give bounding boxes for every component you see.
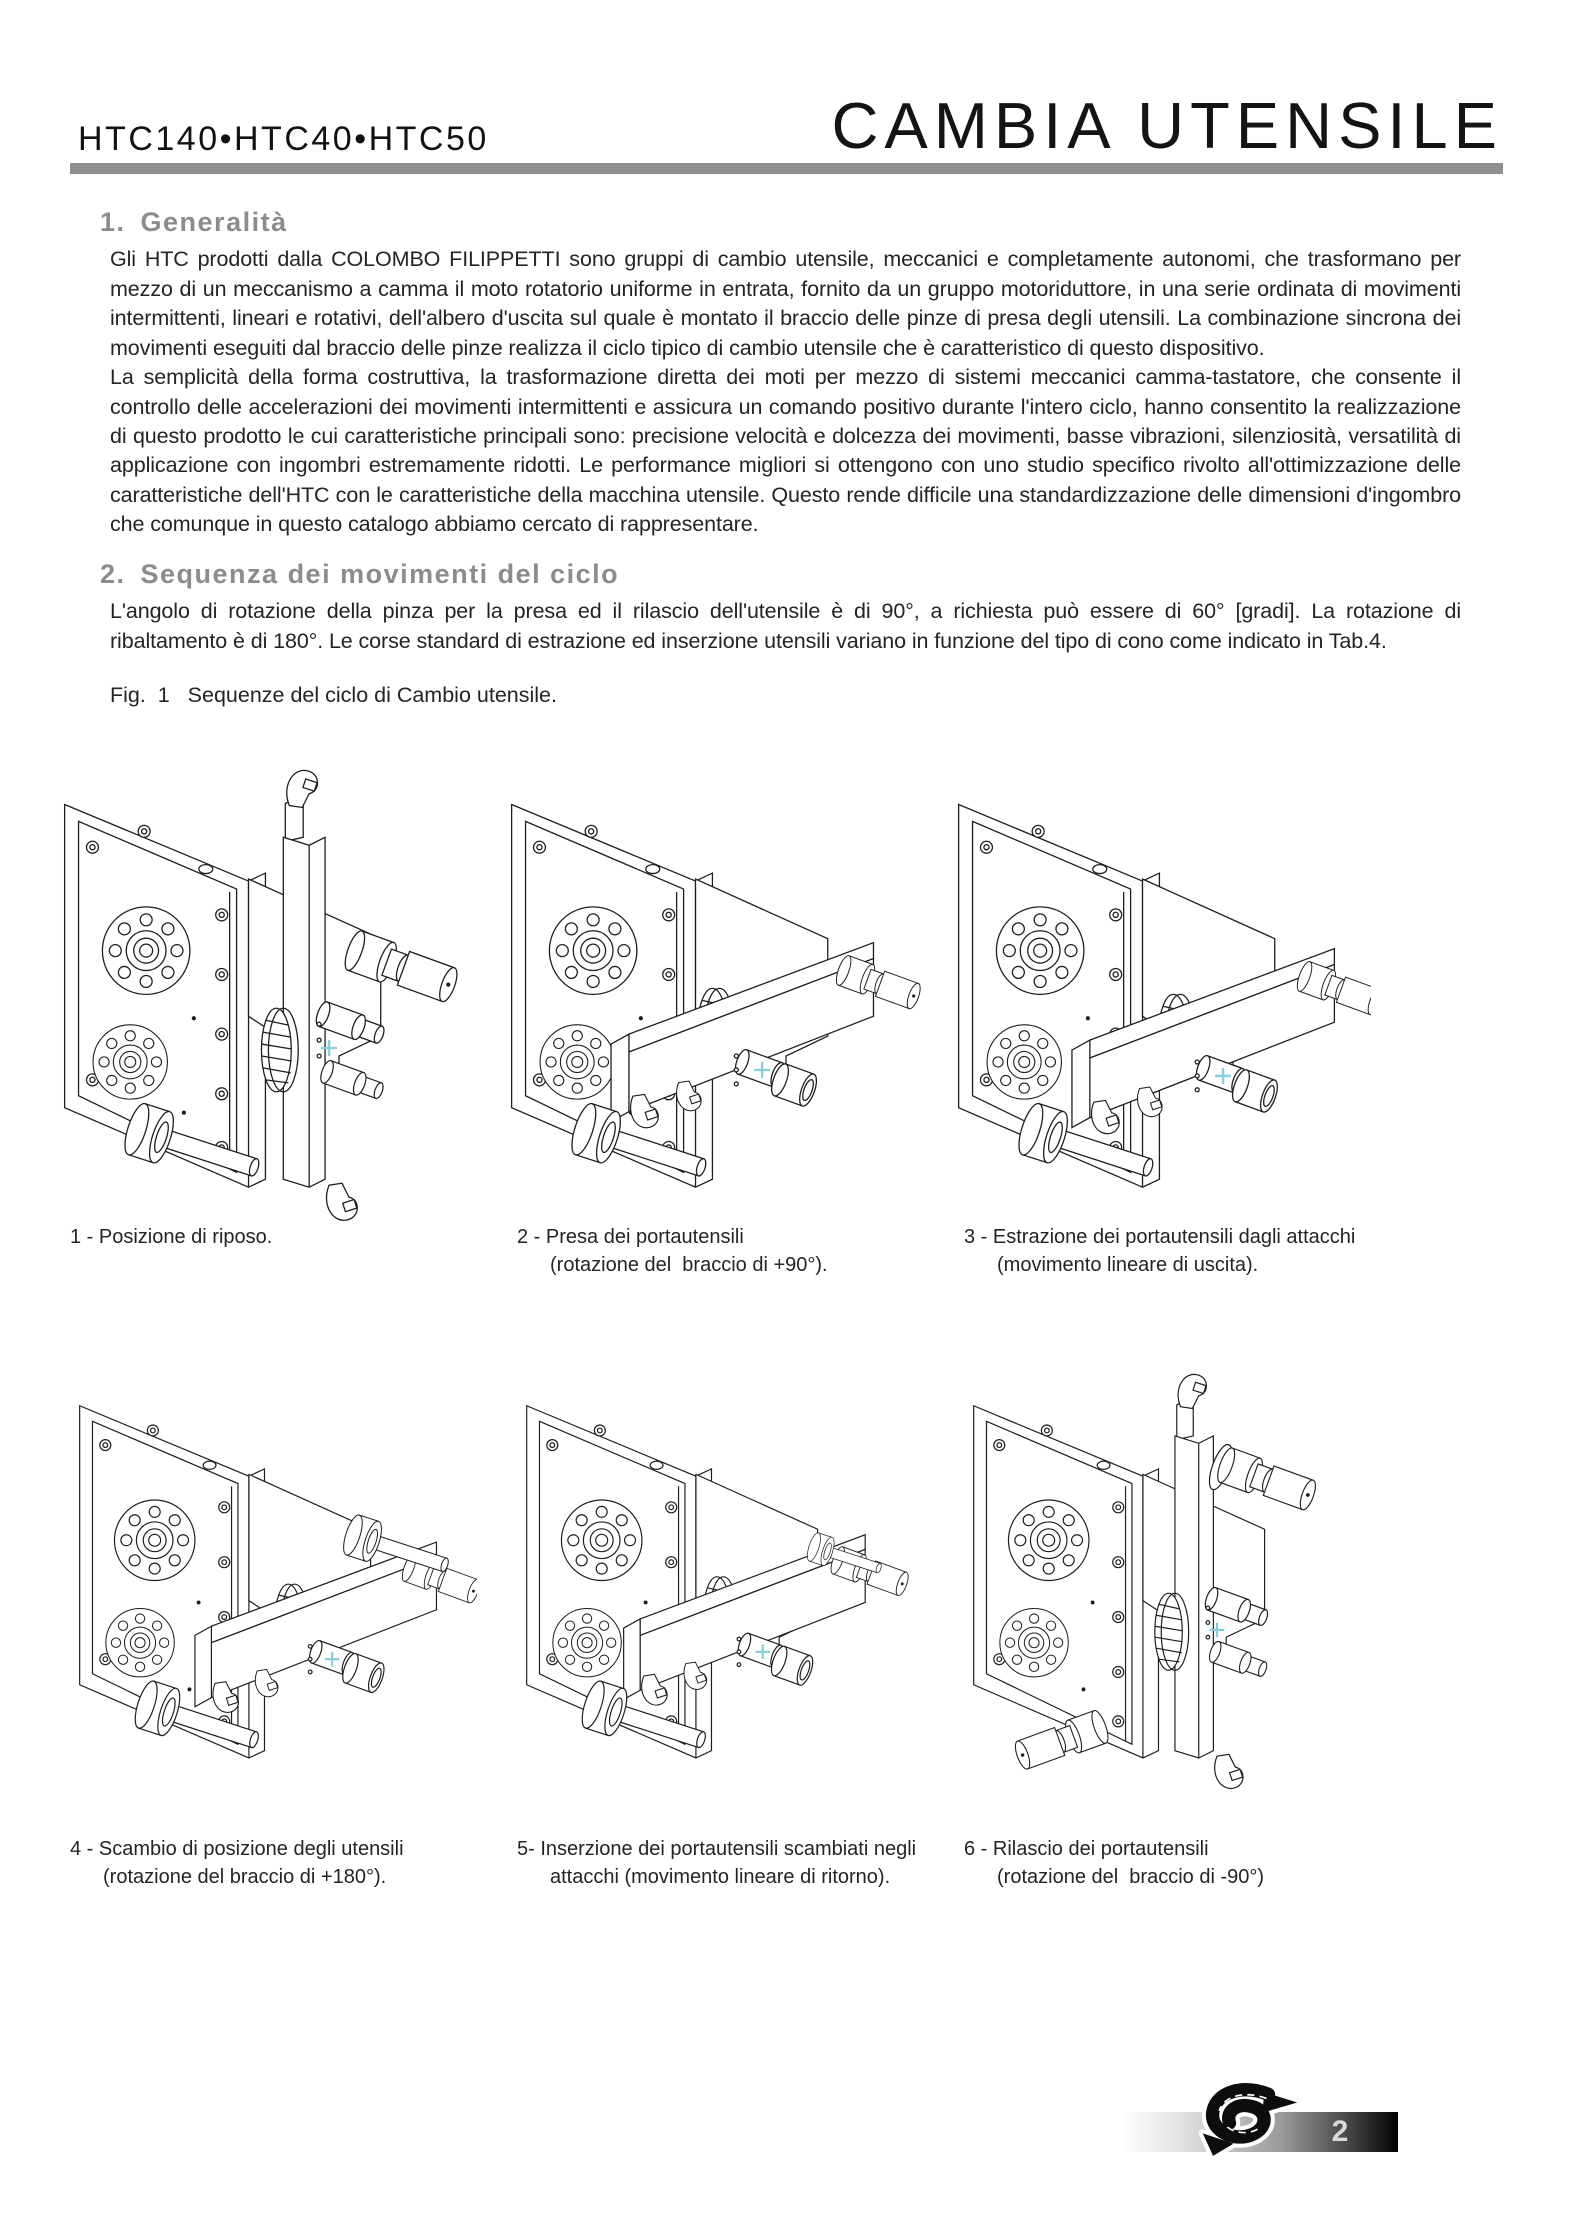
technical-drawing-extraction <box>924 720 1371 1222</box>
caption-line1: 2 - Presa dei portautensili <box>517 1226 744 1249</box>
figure-caption-2 <box>477 1224 924 1320</box>
page-header <box>0 0 1571 162</box>
caption-line1: 1 - Posizione di riposo. <box>70 1226 273 1249</box>
caption-line1: 4 - Scambio di posizione degli utensili <box>70 1838 404 1861</box>
figure-grid <box>0 720 1571 1891</box>
caption-line2: (rotazione del braccio di +90°). <box>550 1253 828 1276</box>
figure-frame-1 <box>30 720 477 1320</box>
page-title: CAMBIA UTENSILE <box>831 89 1503 162</box>
caption-line1: 5- Inserzione dei portautensili scambiati negli <box>517 1838 917 1861</box>
section-title: Sequenza dei movimenti del ciclo <box>140 558 620 589</box>
figure-frame-6 <box>924 1320 1371 1891</box>
section-heading <box>100 208 1501 238</box>
figure-caption-6 <box>924 1836 1371 1891</box>
section-number: 2. <box>100 558 126 589</box>
page-number: 2 <box>1331 2115 1349 2148</box>
caption-line2: (movimento lineare di uscita). <box>997 1253 1259 1276</box>
section-sequenza <box>0 560 1571 657</box>
paragraph: La semplicità della forma costruttiva, la trasformazione diretta dei moti per mezzo di sistemi meccanici camma-tastatore, che consente il controllo delle accelerazioni dei movimenti intermittenti e assicura un comando positivo durante l'intero ciclo, hanno consentito la realizzazione di questo prodotto le cui caratteristiche principali sono: precisione velocità e dolcezza dei movimenti, basse vibrazioni, silenziosità, versatilità di applicazione con ingombri estremamente ridotti. Le performance migliori si ottengono con uno studio specifico rivolto all'ottimizzazione delle caratteristiche dell'HTC con le caratteristiche della macchina utensile. Questo rende difficile una standardizzazione delle dimensioni d'ingombro che comunque in questo catalogo abbiamo cercato di rappresentare. <box>110 365 1461 537</box>
technical-drawing-insertion <box>477 1328 924 1790</box>
technical-drawing-release <box>924 1328 1371 1790</box>
figure-caption-3 <box>924 1224 1371 1320</box>
section-title: Generalità <box>140 206 288 237</box>
caption-line1: 6 - Rilascio dei portautensili <box>964 1838 1209 1861</box>
technical-drawing-gripping <box>477 720 924 1222</box>
technical-drawing-swap <box>30 1328 477 1790</box>
section-number: 1. <box>100 206 126 237</box>
paragraph: Gli HTC prodotti dalla COLOMBO FILIPPETTI sono gruppi di cambio utensile, meccanici e completamente autonomi, che trasformano per mezzo di un meccanismo a camma il moto rotatorio uniforme in entrata, fornito da un gruppo motoriduttore, in una serie ordinata di movimenti intermittenti, lineari e rotativi, dell'albero d'uscita sul quale è montato il braccio delle pinze di presa degli utensili. La combinazione sincrona dei movimenti eseguiti dal braccio delle pinze realizza il ciclo tipico di cambio utensile che è caratteristico di questo dispositivo. <box>110 247 1461 360</box>
company-logo-icon <box>1196 2082 1304 2160</box>
paragraph: L'angolo di rotazione della pinza per la presa ed il rilascio dell'utensile è di 90°, a richiesta può essere di 60° [gradi]. La rotazione di ribaltamento è di 180°. Le corse standard di estrazione ed inserzione utensili variano in funzione del tipo di cono come indicato in Tab.4. <box>110 599 1461 653</box>
caption-line2: (rotazione del braccio di -90°) <box>997 1865 1265 1888</box>
figure-frame-5 <box>477 1320 924 1891</box>
caption-line1: 3 - Estrazione dei portautensili dagli attacchi <box>964 1226 1356 1249</box>
figure-caption-4 <box>30 1836 477 1891</box>
caption-line2: attacchi (movimento lineare di ritorno). <box>550 1865 891 1888</box>
figure-label: Fig. 1 Sequenze del ciclo di Cambio utensile. <box>110 683 557 708</box>
figure-frame-4 <box>30 1320 477 1891</box>
section-generalita <box>0 208 1571 540</box>
header-rule <box>70 163 1503 174</box>
figure-frame-2 <box>477 720 924 1320</box>
figure-caption-5 <box>477 1836 924 1891</box>
model-codes: HTC140•HTC40•HTC50 <box>78 119 489 158</box>
caption-line2 <box>70 1254 103 1276</box>
figure-frame-3 <box>924 720 1371 1320</box>
caption-line2: (rotazione del braccio di +180°). <box>103 1865 387 1888</box>
technical-drawing-rest-position <box>30 720 477 1222</box>
figure-caption-1 <box>30 1224 477 1320</box>
section-heading <box>100 560 1501 590</box>
